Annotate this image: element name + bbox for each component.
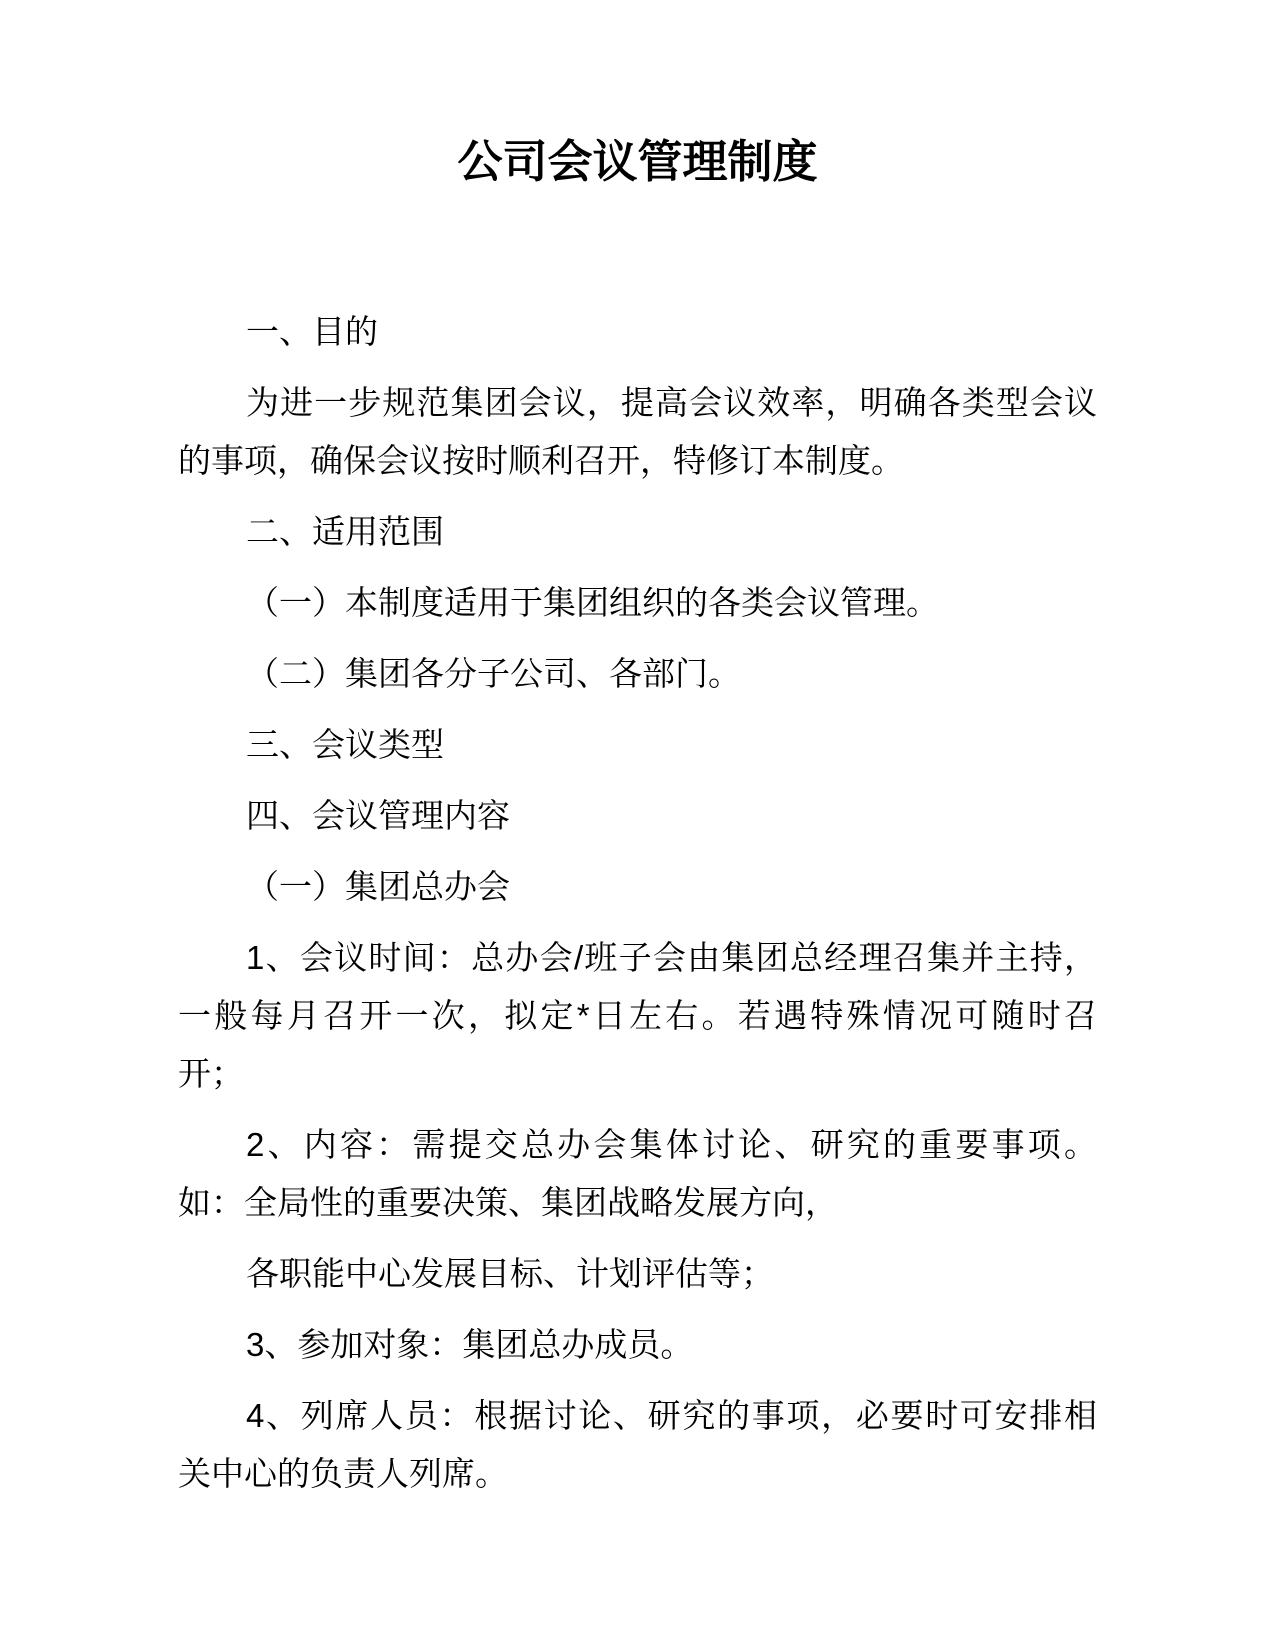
paragraph [178,716,1097,774]
paragraph [178,1316,1097,1374]
paragraph [178,858,1097,916]
text-line: 为进一步规范集团会议，提高会议效率，明确各类型会议 [246,384,1097,421]
paragraph [178,303,1097,361]
text-line: 四、会议管理内容 [246,797,510,834]
paragraph [178,374,1097,490]
text-line: 4、列席人员：根据讨论、研究的事项，必要时可安排相 [246,1397,1097,1434]
text-line: 关中心的负责人列席。 [178,1455,508,1492]
paragraph [178,574,1097,632]
paragraph [178,929,1097,1103]
text-line: 三、会议类型 [246,726,444,763]
paragraph [178,1116,1097,1232]
text-line: 开； [178,1055,244,1092]
text-line: （二）集团各分子公司、各部门。 [246,655,741,692]
text-line: 二、适用范围 [246,513,444,550]
text-line: 一、目的 [246,313,378,350]
text-line: 1、会议时间：总办会/班子会由集团总经理召集并主持， [246,939,1097,976]
text-line: 的事项，确保会议按时顺利召开，特修订本制度。 [178,442,904,479]
paragraph [178,787,1097,845]
paragraph [178,645,1097,703]
paragraph [178,1245,1097,1303]
text-line: 2、内容：需提交总办会集体讨论、研究的重要事项。 [246,1126,1097,1163]
text-line: 各职能中心发展目标、计划评估等； [246,1255,774,1292]
document-title: 公司会议管理制度 [457,136,818,187]
text-line: （一）本制度适用于集团组织的各类会议管理。 [246,584,939,621]
text-line: 一般每月召开一次，拟定*日左右。若遇特殊情况可随时召 [178,997,1097,1034]
paragraph [178,503,1097,561]
text-line: 如：全局性的重要决策、集团战略发展方向， [178,1184,838,1221]
text-line: 3、参加对象：集团总办成员。 [246,1326,694,1363]
text-line: （一）集团总办会 [246,868,510,905]
paragraph [178,1387,1097,1503]
document-body [178,303,1097,1503]
